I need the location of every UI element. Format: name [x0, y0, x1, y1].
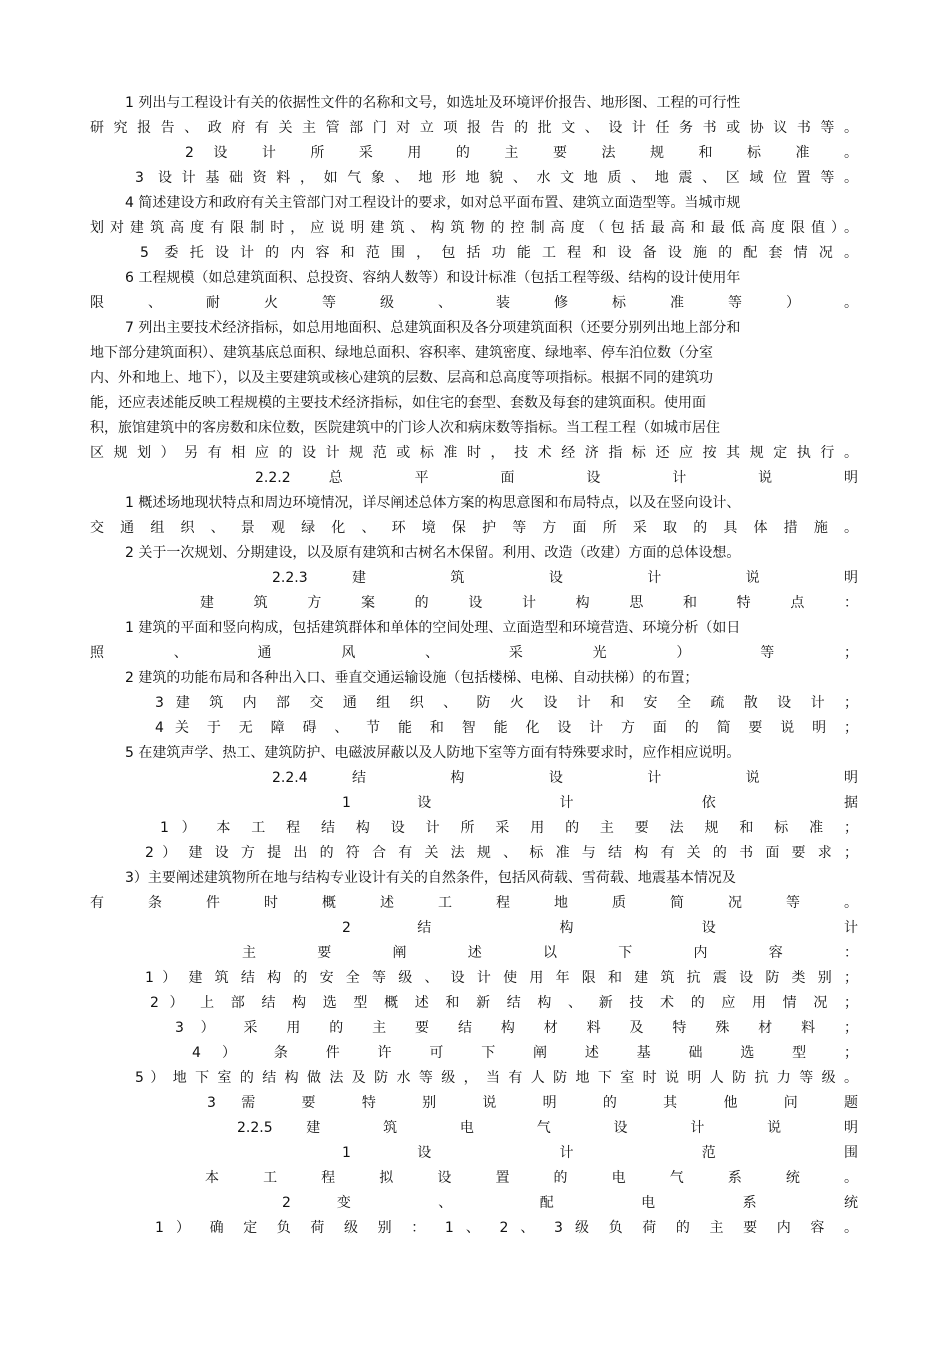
text-line-25: 3 建 筑 内 部 交 通 组 织 、 防 火 设 计 和 安 全 疏 散 设 计 ； — [155, 695, 858, 711]
text-line-6: 划对建筑高度有限制时，应说明建筑、构筑物的控制高度（包括最高和最低高度限值）。 — [90, 220, 858, 236]
text-line-7: 5 委托设计的内容和范围，包括功能工程和设备设施的配套情况。 — [140, 245, 858, 261]
text-line-1: 1 列出与工程设计有关的依据性文件的名称和文号，如选址及环境评价报告、地形图、工程的可行性 — [125, 95, 741, 111]
text-line-11: 地下部分建筑面积）、建筑基底总面积、绿地总面积、容积率、建筑密度、绿地率、停车泊位数（分室 — [90, 345, 713, 361]
section-heading-2-2-4: 2.2.4 结 构 设 计 说 明 — [272, 770, 858, 786]
text-line-36: 1 ） 建 筑 结 构 的 安 全 等 级 、 设 计 使 用 年 限 和 建 筑 抗 震 设 防 类 别 ； — [145, 970, 858, 986]
text-line-4: 3 设计基础资料，如气象、地形地貌、水文地质、地震、区域位置等。 — [135, 170, 858, 186]
text-line-30: 1 ） 本 工 程 结 构 设 计 所 采 用 的 主 要 法 规 和 标 准 ； — [160, 820, 858, 836]
text-line-18: 交通组织、景观绿化、环境保护等方面所采取的具体措施。 — [90, 520, 858, 536]
text-line-2: 研究报告、政府有关主管部门对立项报告的批文、设计任务书或协议书等。 — [90, 120, 858, 136]
text-line-27: 5 在建筑声学、热工、建筑防护、电磁波屏蔽以及人防地下室等方面有特殊要求时，应作相应说明。 — [125, 745, 741, 761]
text-line-13: 能，还应表述能反映工程规模的主要技术经济指标，如住宅的套型、套数及每套的建筑面积。使用面 — [90, 395, 706, 411]
text-line-15: 区规划）另有相应的设计规范或标准时，技术经济指标还应按其规定执行。 — [90, 445, 858, 461]
text-line-43: 1 设 计 范 围 — [342, 1145, 858, 1161]
text-line-44: 本 工 程 拟 设 置 的 电 气 系 统 。 — [205, 1170, 858, 1186]
text-line-32: 3）主要阐述建筑物所在地与结构专业设计有关的自然条件，包括风荷载、雪荷载、地震基本情况及 — [125, 870, 736, 886]
text-line-10: 7 列出主要技术经济指标，如总用地面积、总建筑面积及各分项建筑面积（还要分别列出地上部分和 — [125, 320, 741, 336]
text-line-17: 1 概述场地现状特点和周边环境情况，详尽阐述总体方案的构思意图和布局特点，以及在竖向设计、 — [125, 495, 741, 511]
text-line-3: 2 设 计 所 采 用 的 主 要 法 规 和 标 准 。 — [185, 145, 858, 161]
text-line-35: 主 要 阐 述 以 下 内 容 ： — [242, 945, 858, 961]
text-line-8: 6 工程规模（如总建筑面积、总投资、容纳人数等）和设计标准（包括工程等级、结构的设计使用年 — [125, 270, 741, 286]
text-line-31: 2 ） 建 设 方 提 出 的 符 合 有 关 法 规 、 标 准 与 结 构 有 关 的 书 面 要 求 ； — [145, 845, 858, 861]
text-line-26: 4 关 于 无 障 碍 、 节 能 和 智 能 化 设 计 方 面 的 简 要 说 明 ； — [155, 720, 858, 736]
text-line-37: 2 ） 上 部 结 构 选 型 概 述 和 新 结 构 、 新 技 术 的 应 用 情 况 ； — [150, 995, 858, 1011]
text-line-29: 1 设 计 依 据 — [342, 795, 858, 811]
text-line-33: 有 条 件 时 概 述 工 程 地 质 简 况 等 。 — [90, 895, 858, 911]
text-line-19: 2 关于一次规划、分期建设，以及原有建筑和古树名木保留。利用、改造（改建）方面的总体设想。 — [125, 545, 741, 561]
text-line-38: 3 ） 采 用 的 主 要 结 构 材 料 及 特 殊 材 料 ； — [175, 1020, 858, 1036]
text-line-23: 照 、 通 风 、 采 光 ） 等 ； — [90, 645, 858, 661]
text-line-9: 限 、 耐 火 等 级 、 装 修 标 准 等 ） 。 — [90, 295, 858, 311]
text-line-40: 5 ） 地 下 室 的 结 构 做 法 及 防 水 等 级 ， 当 有 人 防 地 下 室 时 说 明 人 防 抗 力 等 级 。 — [135, 1070, 858, 1086]
text-line-24: 2 建筑的功能布局和各种出入口、垂直交通运输设施（包括楼梯、电梯、自动扶梯）的布置； — [125, 670, 699, 686]
text-line-34: 2 结 构 设 计 — [342, 920, 858, 936]
text-line-22: 1 建筑的平面和竖向构成，包括建筑群体和单体的空间处理、立面造型和环境营造、环境分析（如日 — [125, 620, 741, 636]
section-heading-2-2-3: 2.2.3 建 筑 设 计 说 明 — [272, 570, 858, 586]
text-line-41: 3 需 要 特 别 说 明 的 其 他 问 题 — [207, 1095, 858, 1111]
text-line-14: 积，旅馆建筑中的客房数和床位数，医院建筑中的门诊人次和病床数等指标。当工程工程（如城市居住 — [90, 420, 720, 436]
section-heading-2-2-2: 2.2.2 总 平 面 设 计 说 明 — [255, 470, 858, 486]
text-line-12: 内、外和地上、地下），以及主要建筑或核心建筑的层数、层高和总高度等项指标。根据不同的建筑功 — [90, 370, 713, 386]
text-line-45: 2 变 、 配 电 系 统 — [282, 1195, 858, 1211]
text-line-39: 4 ） 条 件 许 可 下 阐 述 基 础 选 型 ； — [192, 1045, 858, 1061]
text-line-21: 建 筑 方 案 的 设 计 构 思 和 特 点 ： — [200, 595, 858, 611]
section-heading-2-2-5: 2.2.5 建 筑 电 气 设 计 说 明 — [237, 1120, 858, 1136]
text-line-46: 1 ） 确 定 负 荷 级 别 ： 1 、 2 、 3 级 负 荷 的 主 要 内 容 。 — [155, 1220, 858, 1236]
text-line-5: 4 简述建设方和政府有关主管部门对工程设计的要求，如对总平面布置、建筑立面造型等。当城市规 — [125, 195, 741, 211]
